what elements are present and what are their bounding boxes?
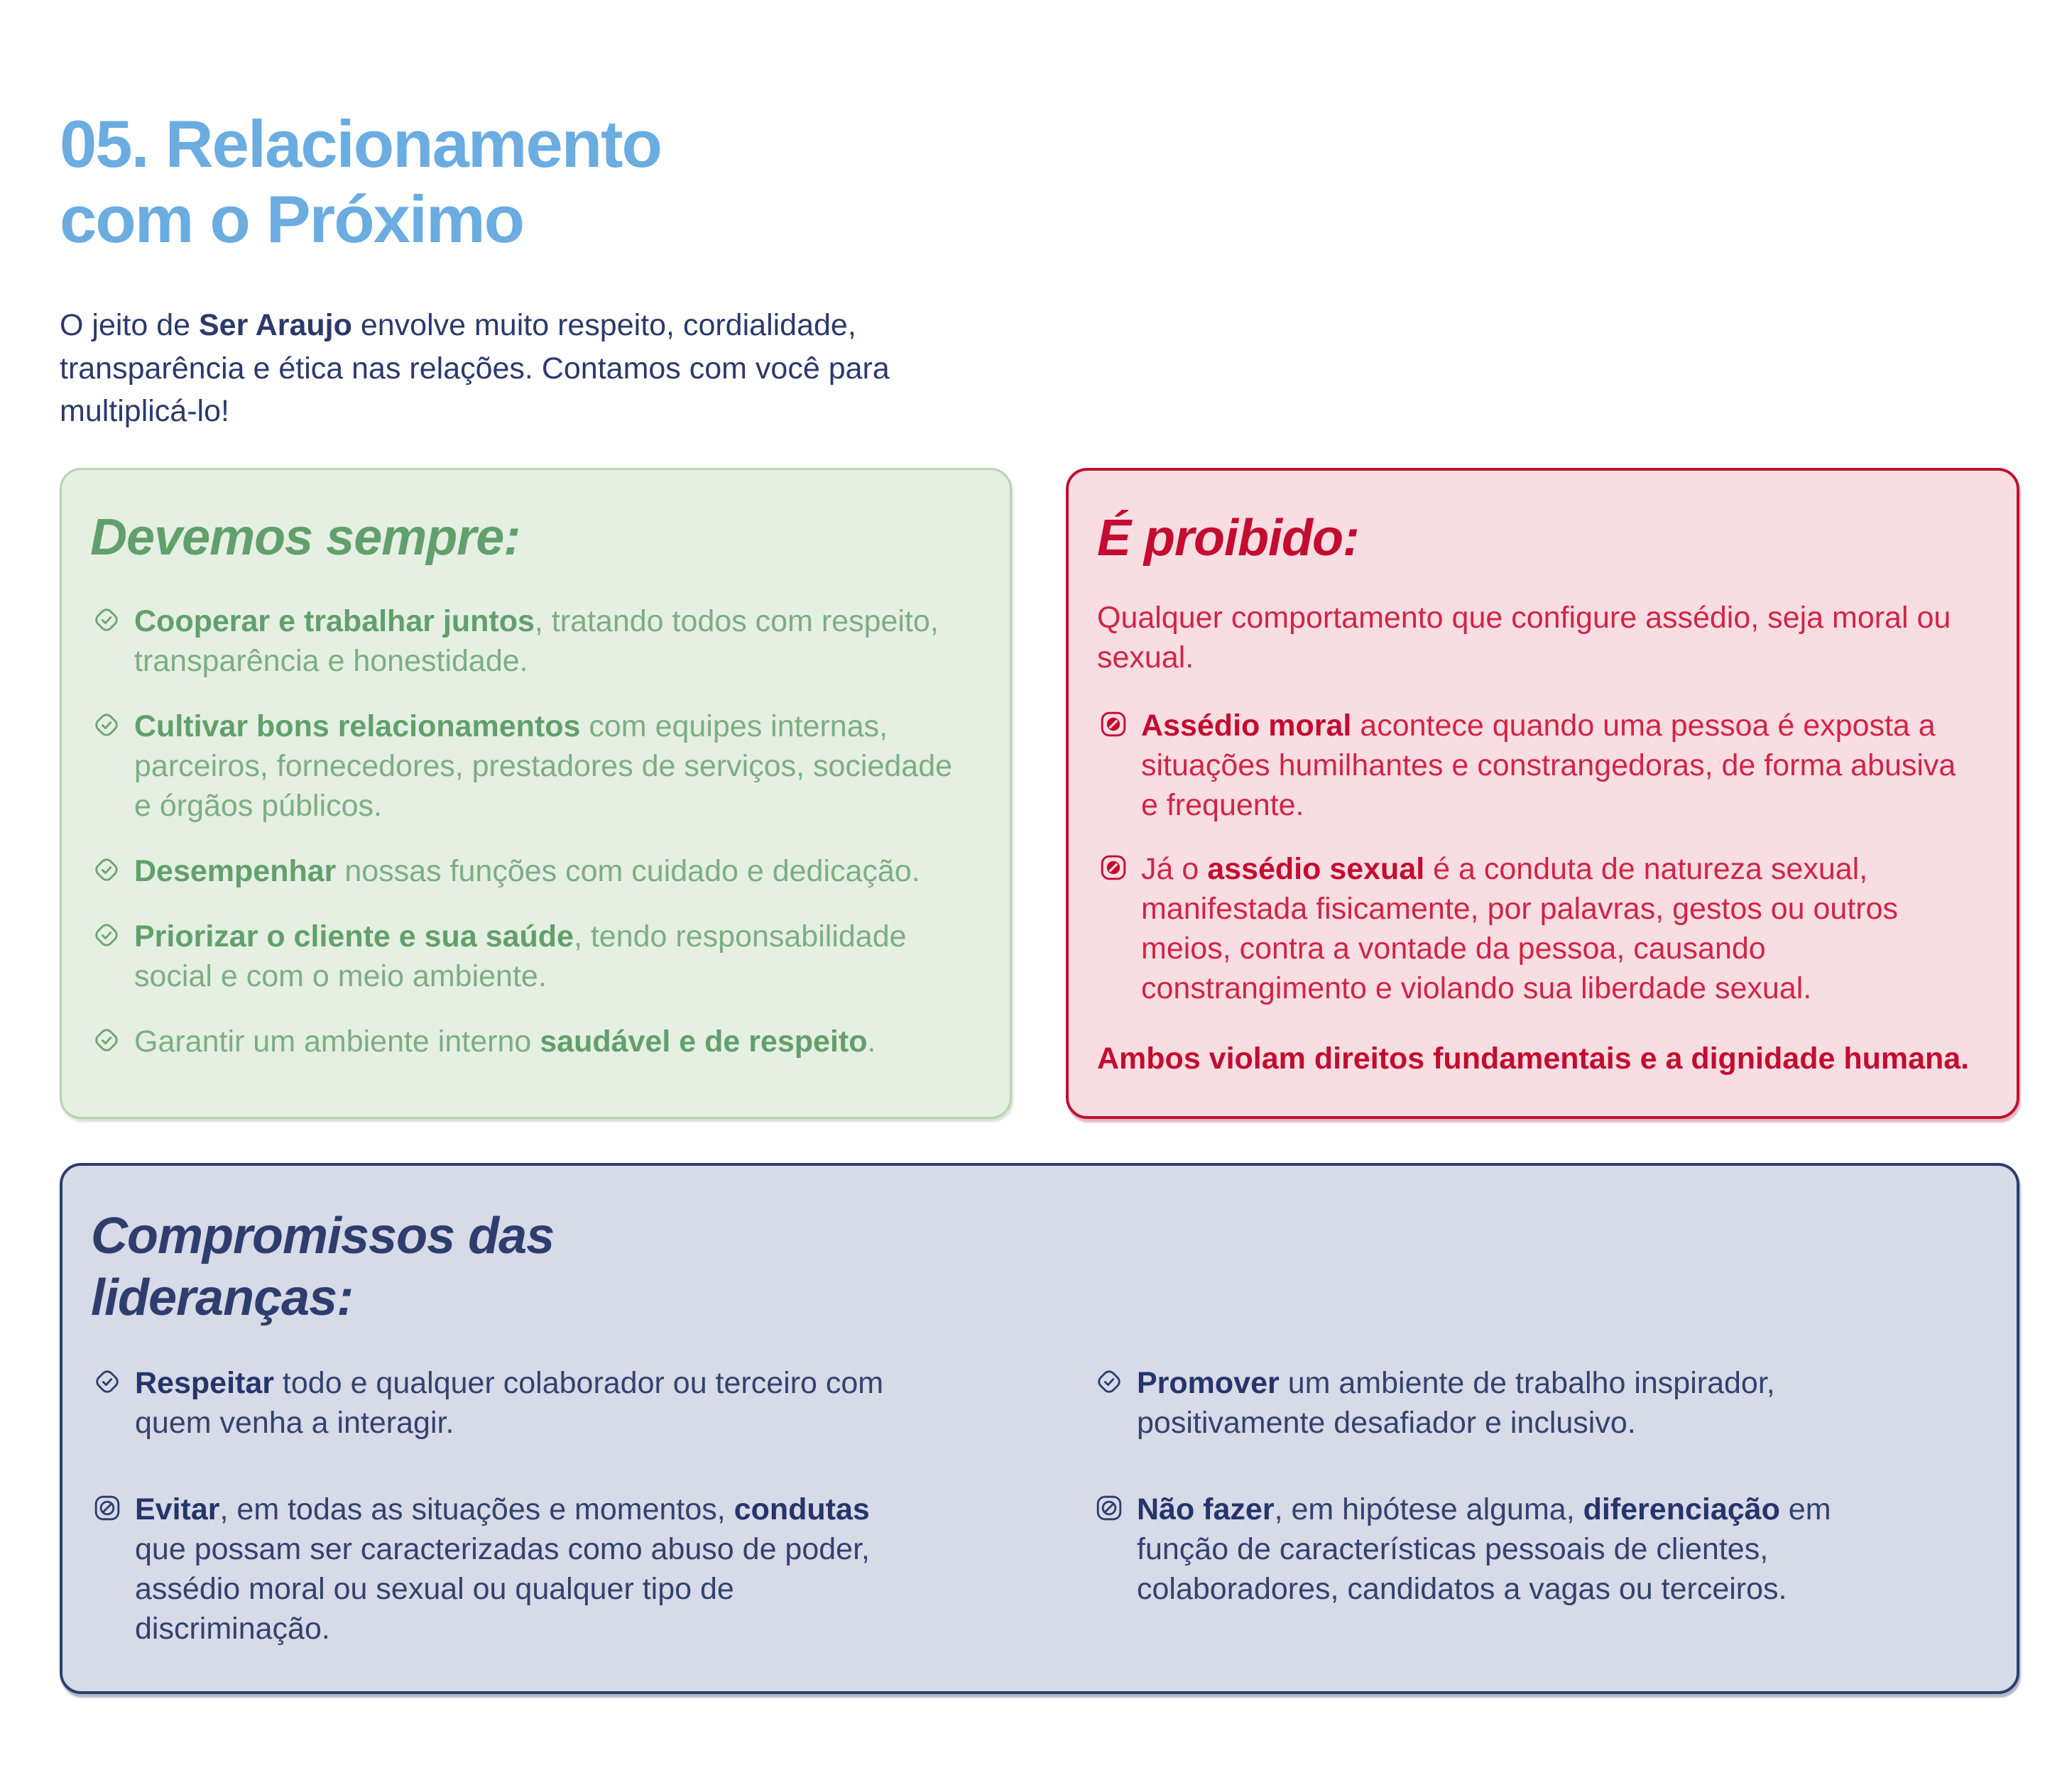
blue-box-bullet-grid [91, 1364, 1974, 1649]
check-badge-icon [91, 1365, 124, 1398]
list-item [90, 707, 970, 826]
check-badge-icon [90, 853, 123, 886]
text-segment: acontece quando uma pessoa é exposta a situações humilhantes e constrangedoras, de forma abusiva e frequente. [1141, 709, 1956, 822]
page-title-line2: com o Próximo [60, 182, 524, 257]
page-title [60, 106, 2019, 257]
prohibited-icon [91, 1492, 124, 1524]
list-item [91, 1490, 972, 1649]
list-item [1097, 850, 1977, 1009]
prohibited-icon [1093, 1492, 1125, 1524]
text-segment-bold: Desempenhar [134, 853, 337, 888]
top-boxes-row [60, 468, 2019, 1119]
check-badge-icon [1093, 1365, 1125, 1398]
text-segment-bold: Cooperar e trabalhar juntos [134, 604, 535, 639]
bullet-text [134, 602, 970, 682]
text-segment-bold: assédio sexual [1207, 851, 1425, 886]
blue-box-title-line1: Compromissos das [91, 1208, 555, 1265]
blue-box-title-line2: lideranças: [91, 1269, 354, 1326]
prohibited-icon [1097, 851, 1130, 884]
text-segment: em função de características pessoais de clientes, colaboradores, candidatos a vagas ou terceiros. [1137, 1492, 1831, 1606]
list-item [90, 602, 970, 682]
check-badge-icon [90, 603, 123, 636]
list-item [91, 1364, 972, 1443]
red-box-intro: Qualquer comportamento que configure assédio, seja moral ou sexual. [1097, 601, 1951, 675]
text-segment-bold: saudável e de respeito [540, 1024, 868, 1059]
intro-paragraph [60, 304, 922, 432]
blue-box-title [91, 1206, 1974, 1328]
bullet-text [134, 852, 920, 892]
bullet-text [1141, 706, 1977, 826]
text-segment-bold: Respeitar [135, 1366, 274, 1401]
text-segment: envolve muito respeito, cordialidade, transparência e ética nas relações. Contamos com você para multiplicá-lo! [60, 308, 890, 428]
blue-box-compromissos-liderancas [60, 1163, 2019, 1694]
text-segment-bold: diferenciação [1583, 1492, 1780, 1526]
text-segment-bold: Priorizar o cliente e sua saúde [134, 919, 574, 954]
bullet-text [135, 1364, 905, 1443]
green-box-title: Devemos sempre: [90, 509, 520, 566]
text-segment: um ambiente de trabalho inspirador, positivamente desafiador e inclusivo. [1137, 1366, 1775, 1440]
text-segment-bold: Ser Araujo [199, 308, 352, 343]
text-segment: todo e qualquer colaborador ou terceiro com quem venha a interagir. [135, 1366, 884, 1440]
bullet-text [134, 917, 970, 997]
red-box-title: É proibido: [1097, 510, 1359, 567]
text-segment-bold: condutas [734, 1492, 870, 1526]
text-segment: Já o [1141, 851, 1208, 886]
bullet-text [135, 1490, 905, 1649]
check-badge-icon [90, 919, 123, 951]
text-segment-bold: Não fazer [1137, 1492, 1275, 1526]
list-item [90, 852, 970, 892]
check-badge-icon [90, 709, 123, 741]
text-segment: , tendo responsabilidade social e com o meio ambiente. [134, 919, 907, 993]
text-segment-bold: Evitar [135, 1492, 220, 1526]
red-box-footer: Ambos violam direitos fundamentais e a dignidade humana. [1097, 1042, 1970, 1076]
text-segment: que possam ser caracterizadas como abuso de poder, assédio moral ou sexual ou qualquer tipo de discriminação. [135, 1531, 870, 1646]
text-segment: , em todas as situações e momentos, [219, 1492, 734, 1526]
prohibited-icon [1097, 708, 1130, 741]
list-item [1093, 1490, 1974, 1649]
text-segment-bold: Cultivar bons relacionamentos [134, 709, 581, 744]
list-item [1093, 1364, 1974, 1443]
text-segment: O jeito de [60, 308, 199, 343]
list-item [90, 917, 970, 997]
bullet-text [1137, 1364, 1907, 1443]
text-segment: nossas funções com cuidado e dedicação. [336, 853, 920, 888]
bullet-text [1141, 850, 1977, 1009]
green-box-devemos-sempre [60, 468, 1012, 1119]
text-segment: Garantir um ambiente interno [134, 1024, 540, 1059]
red-box-e-proibido [1066, 468, 2019, 1119]
page-title-line1: 05. Relacionamento [60, 106, 661, 181]
list-item [90, 1022, 970, 1062]
bullet-text [134, 707, 970, 826]
text-segment-bold: Assédio moral [1141, 709, 1352, 743]
bullet-text [1137, 1490, 1907, 1610]
text-segment: . [867, 1024, 876, 1059]
text-segment-bold: Promover [1137, 1366, 1280, 1401]
text-segment: , tratando todos com respeito, transparência e honestidade. [134, 604, 939, 679]
list-item [1097, 706, 1977, 826]
text-segment: é a conduta de natureza sexual, manifestada fisicamente, por palavras, gestos ou outros meios, contra a vontade da pessoa, causando constrangimento e violando sua liberdade sexual. [1141, 851, 1899, 1005]
check-badge-icon [90, 1024, 123, 1056]
bullet-text [134, 1022, 876, 1062]
text-segment: , em hipótese alguma, [1274, 1492, 1583, 1526]
text-segment: com equipes internas, parceiros, fornecedores, prestadores de serviços, sociedade e órgãos públicos. [134, 709, 953, 823]
